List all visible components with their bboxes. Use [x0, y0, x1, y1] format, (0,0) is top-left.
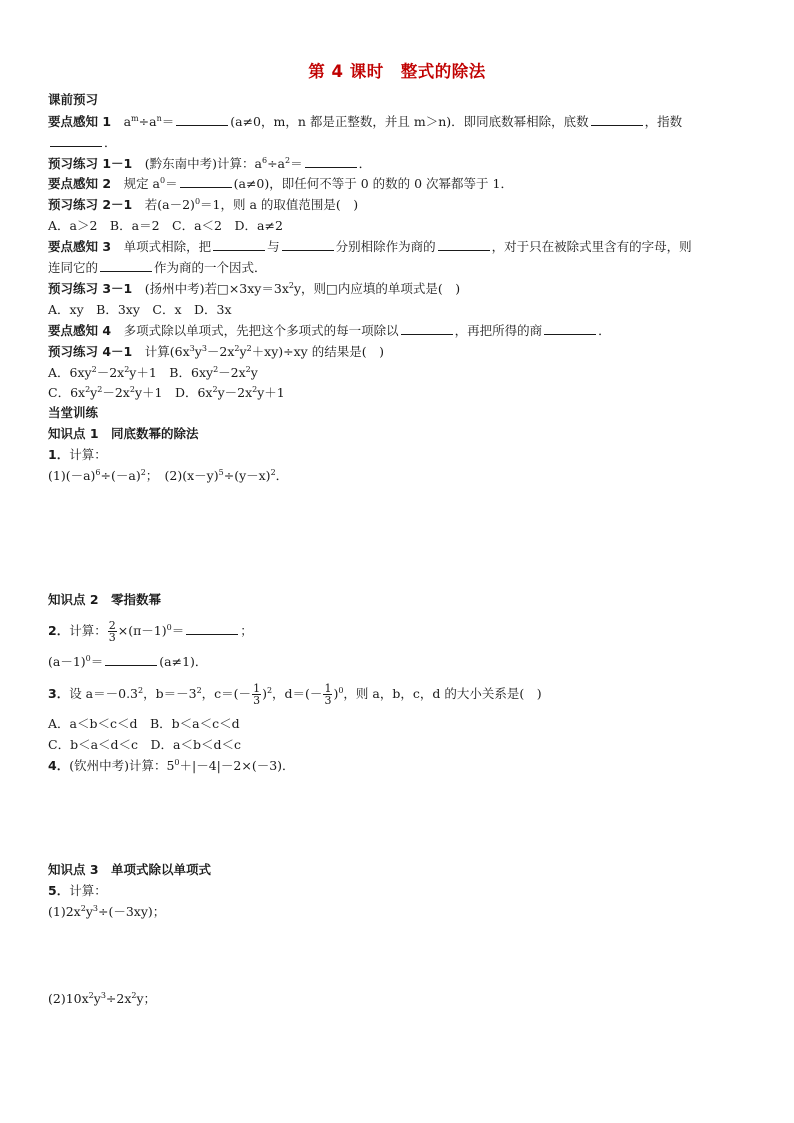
point-2 — [48, 176, 513, 192]
label: 预习练习 4－1 — [48, 344, 133, 359]
practice-3-1 — [48, 281, 460, 297]
practice-2-1 — [48, 197, 358, 213]
t: －2x — [102, 385, 130, 400]
t: (1)2x — [48, 904, 81, 919]
t: ，d＝(－ — [272, 686, 323, 701]
exp: 2 — [85, 385, 91, 394]
exp: 5 — [218, 468, 224, 477]
question-1 — [48, 447, 107, 463]
answer-blank[interactable] — [186, 623, 238, 635]
practice-4-1-options-ab — [48, 365, 258, 381]
exp: 2 — [88, 991, 94, 1000]
label: 要点感知 4 — [48, 323, 112, 338]
denominator: 3 — [324, 694, 332, 707]
t: ； (2)(x－y) — [145, 468, 219, 483]
point-1-cont — [48, 135, 117, 151]
t: A．6xy — [48, 365, 92, 380]
t: －2x — [206, 344, 235, 359]
point-3 — [48, 239, 692, 255]
t: y — [239, 344, 247, 359]
exp: 2 — [234, 344, 240, 353]
practice-1-1 — [48, 156, 371, 172]
t: y — [90, 385, 98, 400]
t: y＋1 D．6x — [134, 385, 213, 400]
exp: 2 — [131, 991, 137, 1000]
question-5 — [48, 883, 107, 899]
answer-blank[interactable] — [105, 654, 157, 666]
exp: 0 — [85, 654, 91, 663]
t: ＝ — [171, 623, 185, 638]
t: 计算(6x — [144, 344, 190, 359]
t: －2x — [218, 365, 246, 380]
t: ×(π－1) — [117, 623, 167, 638]
t: 计算： — [69, 883, 107, 898]
answer-blank[interactable] — [176, 114, 228, 126]
exp: 0 — [166, 623, 172, 632]
exp: 2 — [138, 686, 144, 695]
section-pre: 课前预习 — [48, 92, 99, 107]
t: y； — [136, 991, 157, 1006]
label: 预习练习 3－1 — [48, 281, 133, 296]
knowledge-2: 知识点 2 零指数幂 — [48, 592, 162, 607]
t: ＝1，则 a 的取值范围是( ) — [200, 197, 359, 212]
exp: 2 — [246, 344, 252, 353]
t: ÷(y－x) — [223, 468, 271, 483]
t: ，c＝(－ — [201, 686, 252, 701]
label: 5． — [48, 883, 70, 898]
t: (黔东南中考)计算：a — [144, 156, 262, 171]
label: 3． — [48, 686, 70, 701]
exp: 0 — [338, 686, 344, 695]
t: 若(a－2) — [144, 197, 195, 212]
exp: 0 — [174, 758, 180, 767]
t: (2)10x — [48, 991, 89, 1006]
answer-blank[interactable] — [591, 114, 643, 126]
t: y — [93, 991, 101, 1006]
exp: 0 — [160, 176, 166, 185]
t: y — [194, 344, 202, 359]
point-1 — [48, 114, 682, 130]
question-2 — [48, 620, 253, 643]
exp: m — [131, 114, 139, 123]
t: ＝ — [90, 654, 104, 669]
t: ； — [240, 623, 253, 638]
t: y＋1 — [257, 385, 285, 400]
exp: 0 — [194, 197, 201, 206]
exp: 3 — [189, 344, 195, 353]
t: ，指数 — [644, 114, 683, 129]
t: y，则□内应填的单项式是( ) — [293, 281, 461, 296]
t: ＝ — [165, 176, 178, 191]
t: (a≠1)． — [159, 654, 208, 669]
question-5-2 — [48, 991, 156, 1007]
t: ． — [104, 135, 117, 150]
t: ÷a — [267, 156, 286, 171]
t: 多项式除以单项式，先把这个多项式的每一项除以 — [123, 323, 399, 338]
exp: 2 — [129, 385, 135, 394]
t: C．6x — [48, 385, 86, 400]
t: y－2x — [217, 385, 253, 400]
question-2-b — [48, 654, 207, 670]
answer-blank[interactable] — [213, 239, 265, 251]
t: y — [85, 904, 93, 919]
t: 与 — [267, 239, 280, 254]
t: ． — [275, 468, 289, 483]
t: 连同它的 — [48, 260, 99, 275]
label: 预习练习 2－1 — [48, 197, 133, 212]
t: －2x — [96, 365, 125, 380]
t: ) — [262, 686, 267, 701]
exp: 2 — [285, 156, 291, 165]
answer-blank[interactable] — [438, 239, 490, 251]
knowledge-3: 知识点 3 单项式除以单项式 — [48, 862, 212, 877]
t: ÷2x — [105, 991, 132, 1006]
t: 规定 a — [123, 176, 161, 191]
fraction — [252, 683, 261, 706]
practice-3-1-options: A．xy B．3xy C．x D．3x — [48, 302, 232, 317]
exp: 2 — [288, 281, 294, 290]
question-3-options-ab: A．a＜b＜c＜d B．b＜a＜c＜d — [48, 716, 240, 731]
t: 作为商的一个因式． — [154, 260, 267, 275]
practice-4-1-options-cd — [48, 385, 285, 401]
label: 4． — [48, 758, 70, 773]
question-4 — [48, 758, 295, 774]
t: ÷a — [138, 114, 157, 129]
t: 单项式相除，把 — [123, 239, 212, 254]
t: ＋|－4|－2×(－3)． — [179, 758, 295, 773]
t: 计算： — [69, 447, 107, 462]
answer-blank[interactable] — [401, 323, 453, 335]
question-3 — [48, 683, 542, 706]
exp: 2 — [196, 686, 202, 695]
t: (1)(－a) — [48, 468, 96, 483]
exp: 2 — [252, 385, 258, 394]
exp: 2 — [212, 385, 218, 394]
exp: n — [156, 114, 162, 123]
label: 要点感知 2 — [48, 176, 112, 191]
exp: 3 — [92, 904, 98, 913]
question-5-1 — [48, 904, 165, 920]
numerator: 2 — [108, 619, 116, 632]
answer-blank[interactable] — [544, 323, 596, 335]
practice-2-1-options: A．a＞2 B．a＝2 C．a＜2 D．a≠2 — [48, 218, 283, 233]
exp: 2 — [140, 468, 146, 477]
exp: 6 — [95, 468, 101, 477]
t: ，则 a，b，c，d 的大小关系是( ) — [343, 686, 542, 701]
numerator: 1 — [253, 682, 261, 695]
t: (a≠0)，即任何不等于 0 的数的 0 次幂都等于 1． — [233, 176, 513, 191]
fraction — [323, 683, 332, 706]
t: ，b＝－3 — [143, 686, 197, 701]
t: ，再把所得的商 — [454, 323, 543, 338]
exp: 2 — [213, 365, 219, 374]
exp: 2 — [270, 468, 276, 477]
exp: 2 — [97, 385, 103, 394]
denominator: 3 — [253, 694, 261, 707]
exp: 3 — [201, 344, 207, 353]
t: ÷(－3xy)； — [97, 904, 166, 919]
answer-blank[interactable] — [50, 135, 102, 147]
label: 要点感知 1 — [48, 114, 112, 129]
label: 要点感知 3 — [48, 239, 112, 254]
answer-blank[interactable] — [282, 239, 334, 251]
answer-blank[interactable] — [180, 176, 232, 188]
t: ＋xy)÷xy 的结果是( ) — [251, 344, 384, 359]
t: 设 a＝－0.3 — [69, 686, 139, 701]
label: 2． — [48, 623, 70, 638]
t: 分别相除作为商的 — [335, 239, 436, 254]
point-3-cont — [48, 260, 267, 276]
t: y — [250, 365, 258, 380]
t: (a≠0，m，n 都是正整数，并且 m＞n)．即同底数幂相除，底数 — [230, 114, 589, 129]
denominator: 3 — [108, 631, 116, 644]
knowledge-1: 知识点 1 同底数幂的除法 — [48, 426, 199, 441]
point-4 — [48, 323, 611, 339]
t: 计算： — [69, 623, 107, 638]
question-3-options-cd: C．b＜a＜d＜c D．a＜b＜d＜c — [48, 737, 241, 752]
exp: 2 — [80, 904, 86, 913]
fraction — [108, 620, 117, 643]
t: (钦州中考)计算：5 — [69, 758, 175, 773]
label: 预习练习 1－1 — [48, 156, 133, 171]
t: ) — [333, 686, 339, 701]
section-class: 当堂训练 — [48, 405, 99, 420]
t: (a－1) — [48, 654, 86, 669]
exp: 3 — [100, 991, 106, 1000]
t: ＝ — [161, 114, 175, 129]
t: ÷(－a) — [100, 468, 141, 483]
exp: 2 — [124, 365, 130, 374]
exp: 2 — [245, 365, 251, 374]
t: ． — [598, 323, 611, 338]
t: ＝ — [290, 156, 303, 171]
answer-blank[interactable] — [305, 156, 357, 168]
practice-4-1 — [48, 344, 384, 360]
question-1-items — [48, 468, 288, 484]
answer-blank[interactable] — [100, 260, 152, 272]
t: a — [123, 114, 132, 129]
exp: 2 — [91, 365, 97, 374]
exp: 6 — [261, 156, 268, 165]
label: 1． — [48, 447, 70, 462]
numerator: 1 — [324, 682, 332, 695]
t: ，对于只在被除式里含有的字母，则 — [491, 239, 692, 254]
t: y＋1 B．6xy — [129, 365, 214, 380]
t: ． — [358, 156, 372, 171]
page-title: 第 4 课时 整式的除法 — [308, 62, 486, 81]
exp: 2 — [266, 686, 273, 695]
t: (扬州中考)若□×3xy＝3x — [144, 281, 289, 296]
